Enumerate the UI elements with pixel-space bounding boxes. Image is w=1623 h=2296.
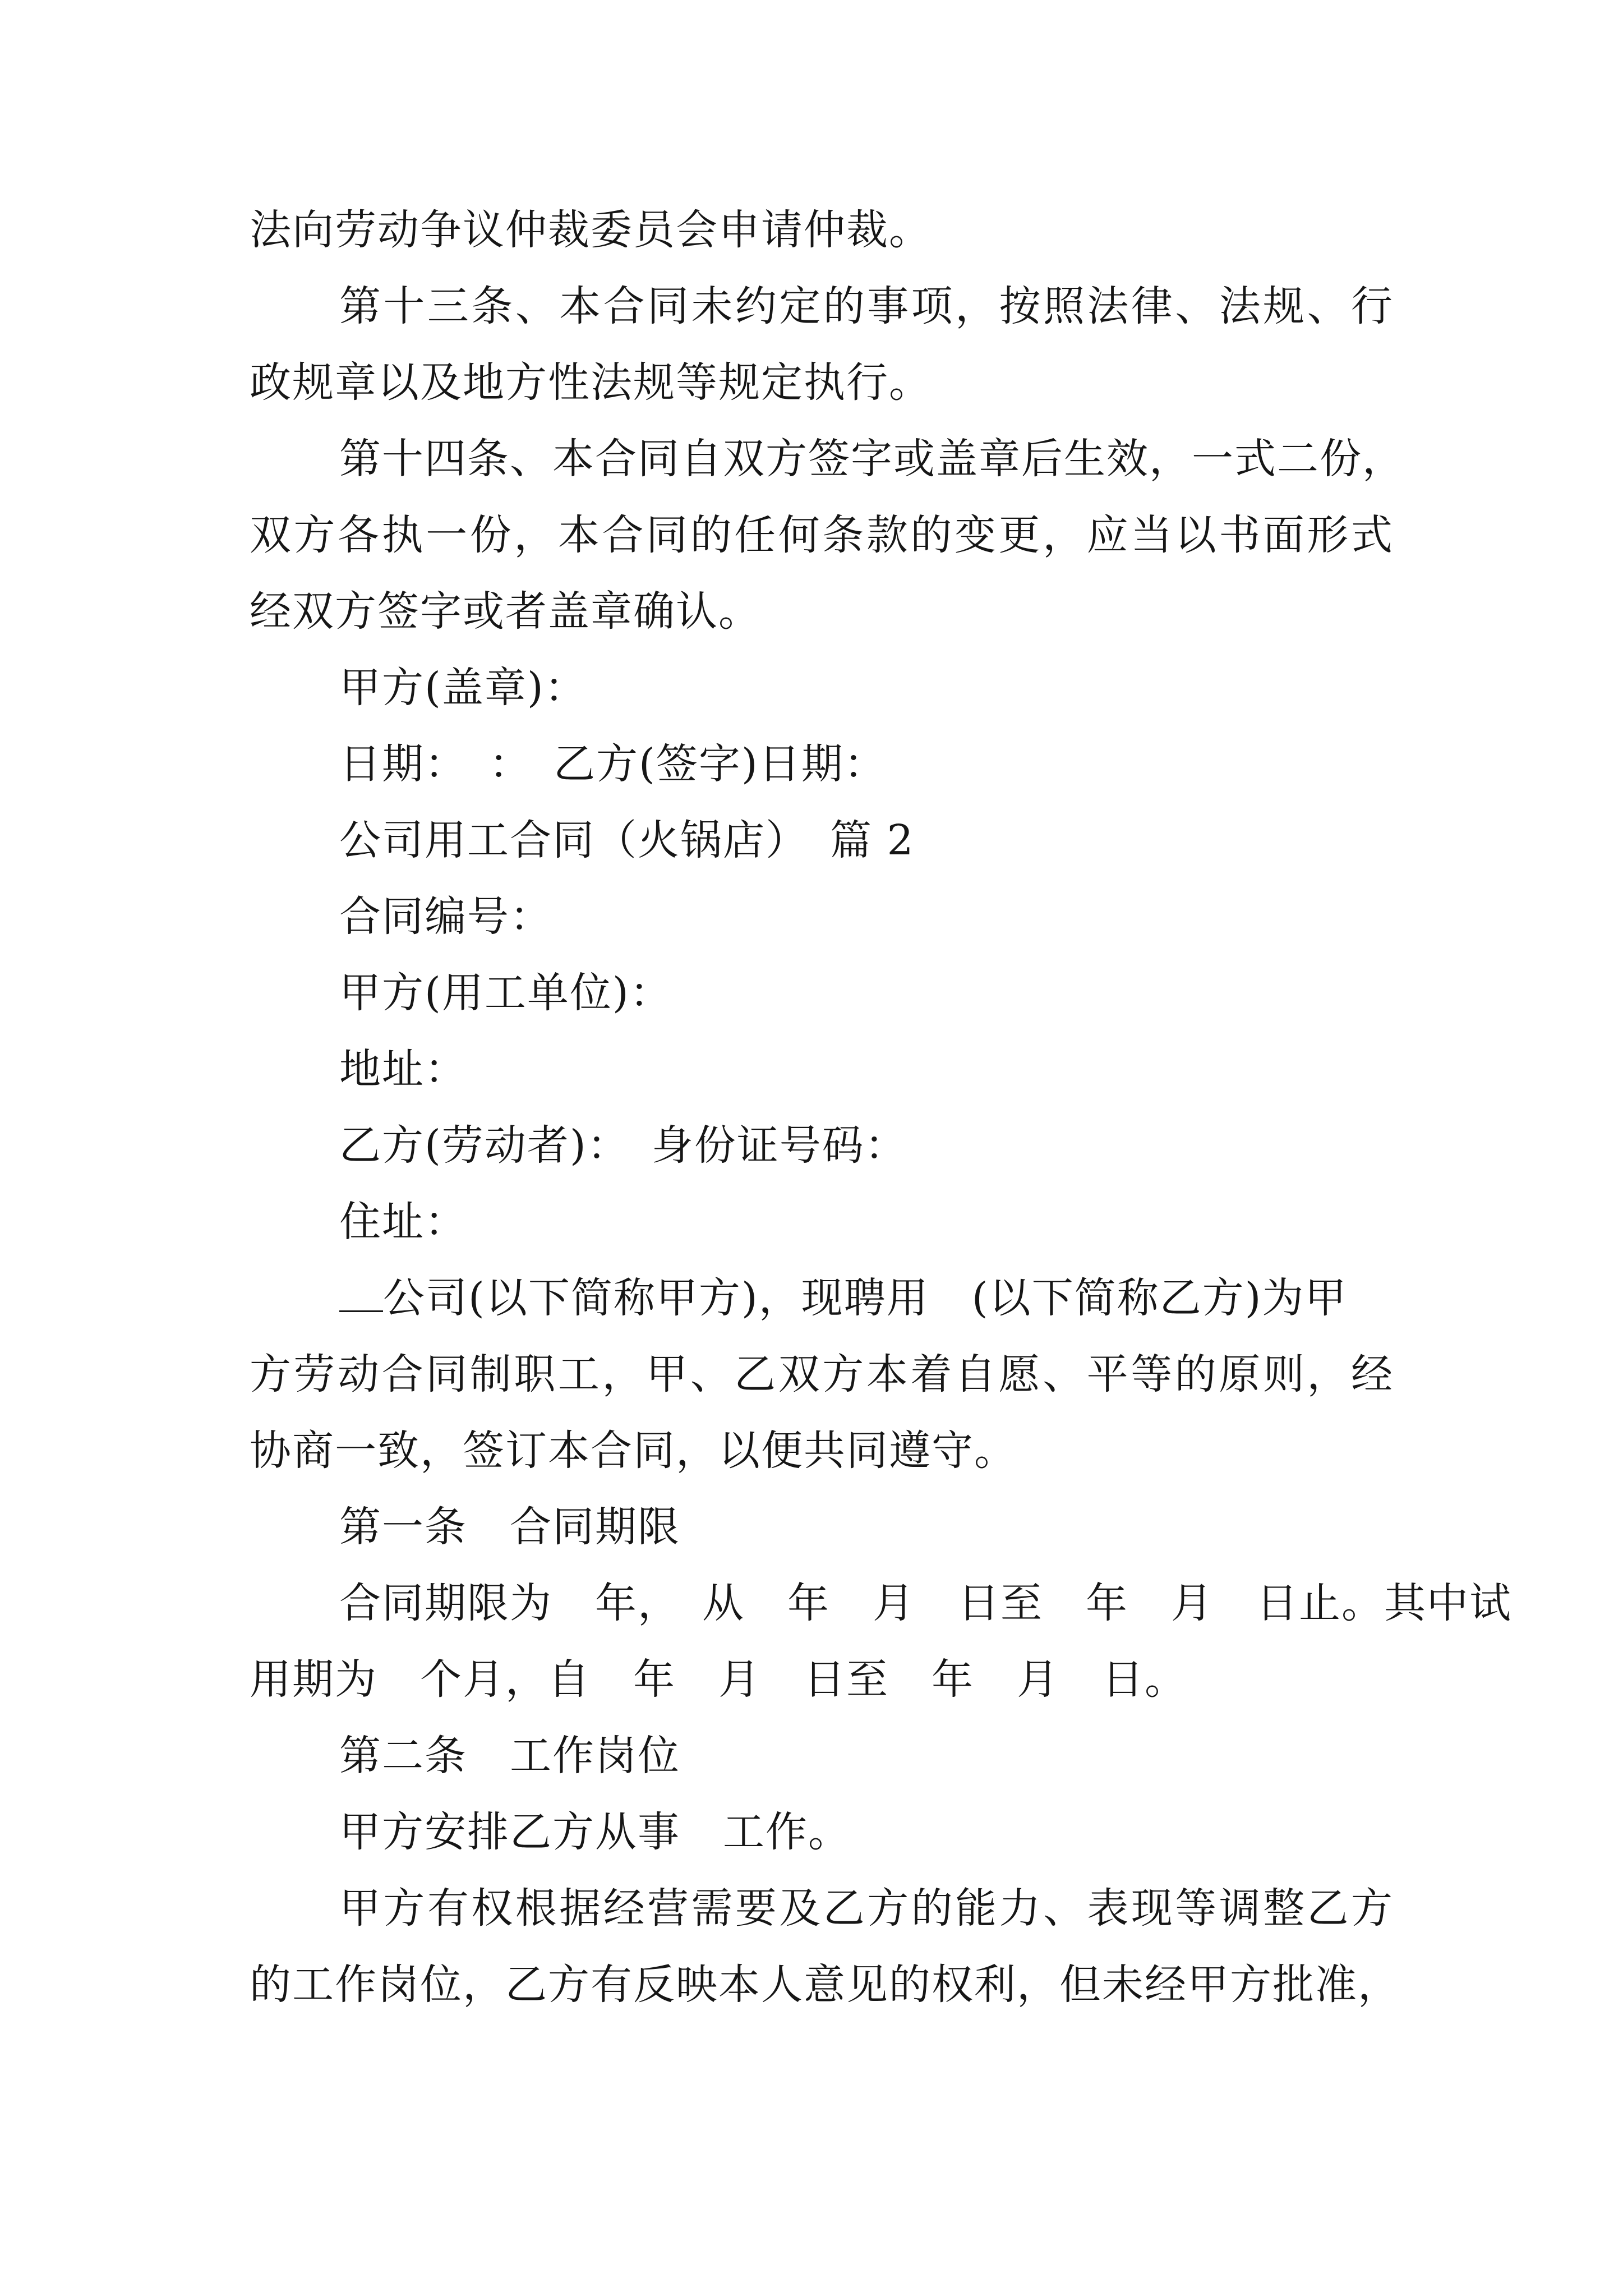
party-b-worker-field: 乙方(劳动者)： 身份证号码：: [339, 1121, 907, 1170]
party-a-employer-field: 甲方(用工单位)：: [339, 969, 672, 1017]
date-signature-line: 日期： ： 乙方(签字)日期：: [339, 740, 887, 788]
preamble-line-1: [339, 1270, 1347, 1326]
preamble-text: 公司(以下简称甲方)，现聘用 (以下简称乙方)为甲: [383, 1274, 1348, 1322]
blank-underline: [339, 1271, 383, 1312]
party-a-seal-line: 甲方(盖章)：: [339, 664, 587, 712]
section-title: 公司用工合同（火锅店） 篇 2: [339, 816, 915, 864]
preamble-line-3: 协商一致，签订本合同，以便共同遵守。: [250, 1427, 1017, 1475]
article-1-heading: 第一条 合同期限: [339, 1503, 680, 1551]
preamble-line-2: 方劳动合同制职工，甲、乙双方本着自愿、平等的原则，经: [250, 1350, 1394, 1398]
article-2-line-2: 甲方有权根据经营需要及乙方的能力、表现等调整乙方: [339, 1884, 1394, 1932]
article-2-line-1: 甲方安排乙方从事 工作。: [339, 1808, 851, 1856]
article-14-line-2: 双方各执一份，本合同的任何条款的变更，应当以书面形式: [250, 511, 1394, 559]
article-13-line-2: 政规章以及地方性法规等规定执行。: [250, 358, 932, 407]
article-13-line-1: 第十三条、本合同未约定的事项，按照法律、法规、行: [339, 282, 1394, 330]
address-field: 地址：: [339, 1045, 467, 1093]
article-14-line-1: 第十四条、本合同自双方签字或盖章后生效，一式二份，: [339, 435, 1405, 483]
article-1-line-2: 用期为 个月，自 年 月 日至 年 月 日。: [250, 1655, 1187, 1704]
article-1-line-1: 合同期限为 年， 从 年 月 日至 年 月 日止。其中试: [339, 1579, 1512, 1627]
residence-field: 住址：: [339, 1198, 467, 1246]
article-14-line-3: 经双方签字或者盖章确认。: [250, 587, 761, 636]
contract-number-field: 合同编号：: [339, 892, 552, 941]
article-2-line-3: 的工作岗位，乙方有反映本人意见的权利，但未经甲方批准，: [250, 1961, 1400, 2009]
article-2-heading: 第二条 工作岗位: [339, 1732, 680, 1780]
text-line: 法向劳动争议仲裁委员会申请仲裁。: [250, 206, 932, 254]
